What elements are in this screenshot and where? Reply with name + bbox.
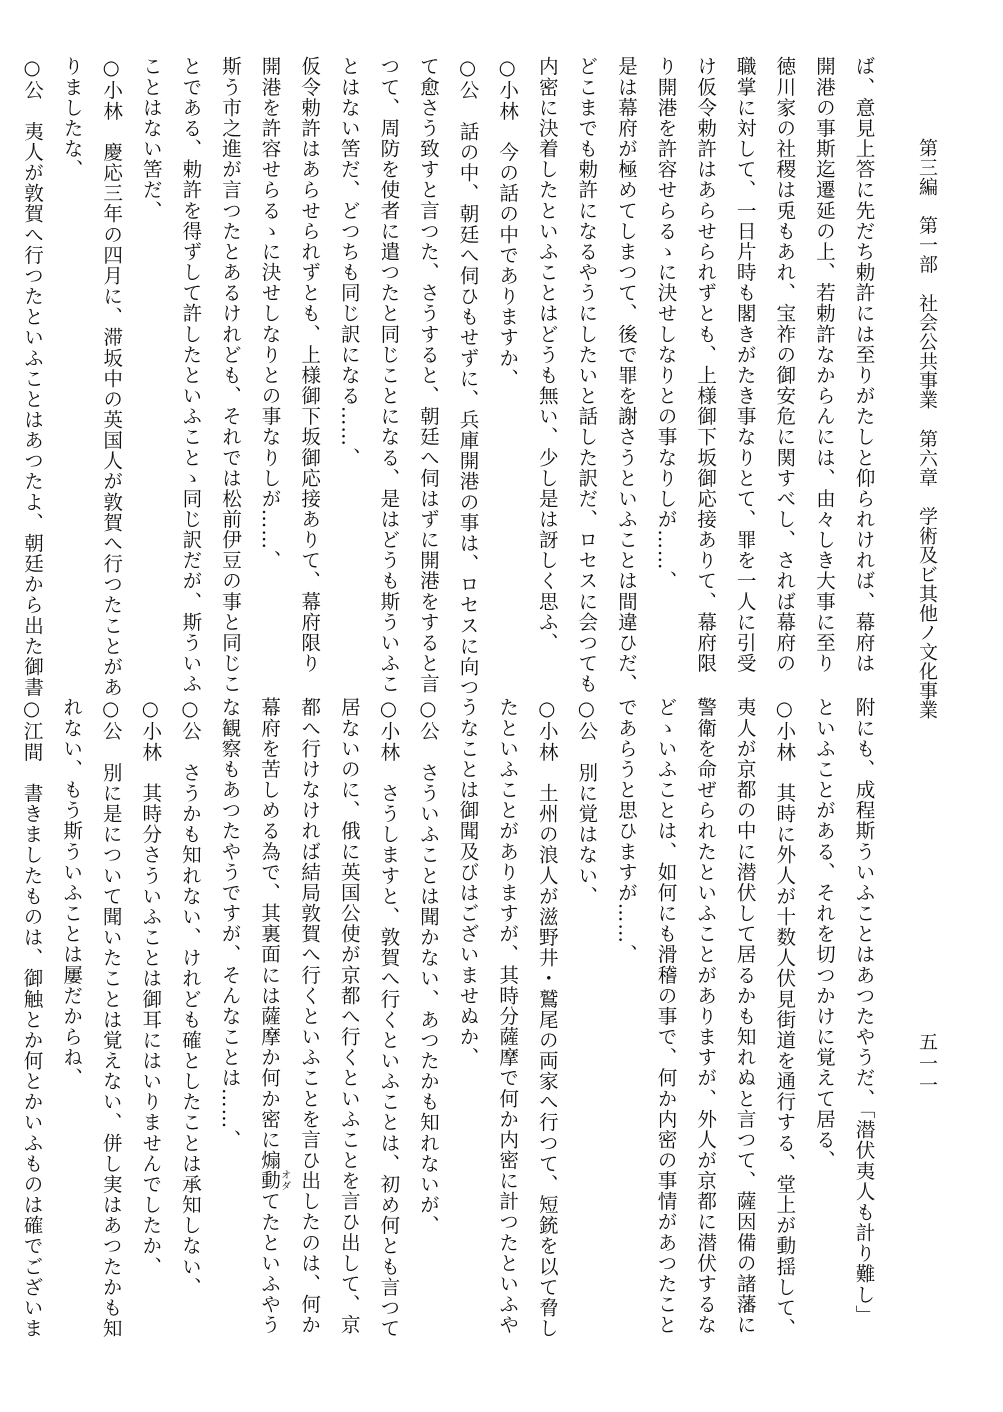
- text-line: ○小林 さうしますと、敦賀へ行くといふことは、初め何とも言つて: [376, 697, 400, 1339]
- text-line: ○公 夷人が敦賀へ行つたといふことはあつたよ、朝廷から出た御書: [20, 56, 44, 698]
- text-line: ○小林 慶応三年の四月に、滞坂中の英国人が敦賀へ行つたことがあ: [99, 56, 123, 698]
- text-line: ○小林 其時分さういふことは御耳にはいりませんでしたか、: [138, 697, 162, 1277]
- text-line: といふことがある、それを切つかけに覚えて居る、: [812, 697, 836, 1171]
- text-line: つて、周防を使者に遣つたと同じことになる、是はどうも斯ういふこ: [376, 56, 400, 694]
- text-line: ○公 話の中、朝廷へ伺ひもせずに、兵庫開港の事は、ロセスに向つ: [456, 56, 480, 698]
- page-number: 五一一: [916, 1032, 938, 1096]
- text-line: て愈さう致すと言つた、さうすると、朝廷へ伺はずに開港をすると言: [416, 56, 440, 694]
- text-line: 徳川家の社稷は兎もあれ、宝祚の御安危に関すべし、されば幕府の: [772, 56, 796, 674]
- text-line: 警衛を命ぜられたといふことがありますが、外人が京都に潜伏するな: [693, 697, 717, 1335]
- text-line: どこまでも勅許になるやうにしたいと話した訳だ、ロセスに会つても: [574, 56, 598, 694]
- text-line: 内密に決着したといふことはどうも無い、少し是は訝しく思ふ、: [535, 56, 559, 653]
- text-line: 居ないのに、俄に英国公使が京都へ行くといふことを言ひ出して、京: [337, 697, 361, 1335]
- lower-text-block: [11, 697, 883, 1339]
- running-header: 第三編 第一部 社会公共事業 第六章 学術及ビ其他ノ文化事業: [916, 138, 938, 720]
- ruby-annotation: [257, 1169, 290, 1192]
- text-line: れない、もう斯ういふことは屢だからね、: [59, 697, 83, 1089]
- text-line: たといふことがありますが、其時分薩摩で何か内密に計つたといふや: [495, 697, 519, 1335]
- text-line: 開港の事斯迄遷延の上、若勅許なからんには、由々しき大事に至り: [812, 56, 836, 674]
- text-line: 斯う市之進が言つたとあるけれども、それでは松前伊豆の事と同じこ: [218, 56, 242, 694]
- text-line: 都へ行けなければ結局敦賀へ行くといふことを言ひ出したのは、何か: [297, 697, 321, 1335]
- text-line: りましたな、: [60, 56, 84, 180]
- ruby-line-before: 幕府を苦しめる為で、其裏面には薩摩か何か密に煽: [257, 697, 281, 1171]
- text-line: ○小林 土州の浪人が滋野井・鷲尾の両家へ行つて、短銃を以て脅し: [535, 697, 559, 1339]
- text-line: とである、勅許を得ずして許したといふことゝ同じ訳だが、斯ういふ: [178, 56, 202, 694]
- text-line: 是は幕府が極めてしまつて、後で罪を謝さうといふことは間違ひだ、: [614, 56, 638, 694]
- text-line: け仮令勅許はあらせられずとも、上様御下坂御応接ありて、幕府限: [693, 56, 717, 674]
- text-line: ○小林 其時に外人が十数人伏見街道を通行する、堂上が動揺して、: [772, 697, 796, 1339]
- text-line: な観察もあつたやうですが、そんなことは……、: [218, 697, 241, 1150]
- text-line: 職掌に対して、一日片時も閣きがたき事なりとて、罪を一人に引受: [733, 56, 757, 674]
- text-line: ○小林 今の話の中でありますか、: [495, 56, 519, 389]
- text-line: 開港を許容せらるゝに決せしなりとの事なりしが……、: [258, 56, 282, 571]
- text-line: どゝいふことは、如何にも滑稽の事で、何か内密の事情があつたこと: [654, 697, 678, 1335]
- text-line: 仮令勅許はあらせられずとも、上様御下坂御応接ありて、幕府限り: [297, 56, 321, 674]
- text-line: ことはない筈だ、: [139, 56, 163, 221]
- text-line-with-ruby: [249, 697, 290, 1335]
- text-line: 附にも、成程斯ういふことはあつたやうだ、「潜伏夷人も計り難し」: [852, 697, 875, 1326]
- text-line: ○江間 書きましたものは、御触とか何とかいふものは確でございま: [20, 697, 44, 1339]
- text-line: とはない筈だ、どつちも同じ訳になる……、: [337, 56, 361, 468]
- text-line: ば、意見上答に先だち勅許には至りがたしと仰られければ、幕府は: [852, 56, 875, 674]
- text-line: ○公 別に是について聞いたことは覚えない、併し実はあつたかも知: [99, 697, 123, 1339]
- text-line: であらうと思ひますが……、: [614, 697, 638, 965]
- ruby-text: オダ: [278, 1169, 290, 1192]
- text-line: り開港を許容せらるゝに決せしなりとの事なりしが……、: [654, 56, 678, 592]
- upper-text-block: [12, 56, 883, 698]
- text-line: ○公 さうかも知れない、けれども確としたことは承知しない、: [178, 697, 202, 1298]
- text-line: うなことは御聞及びはございませぬか、: [456, 697, 480, 1068]
- text-line: ○公 さういふことは聞かない、あつたかも知れないが、: [416, 697, 440, 1236]
- ruby-base: 動: [257, 1169, 281, 1192]
- text-line: ○公 別に覚はない、: [574, 697, 598, 907]
- text-line: 夷人が京都の中に潜伏して居るかも知れぬと言つて、薩因備の諸藩に: [733, 697, 757, 1335]
- ruby-line-after: てたといふやう: [257, 1190, 281, 1335]
